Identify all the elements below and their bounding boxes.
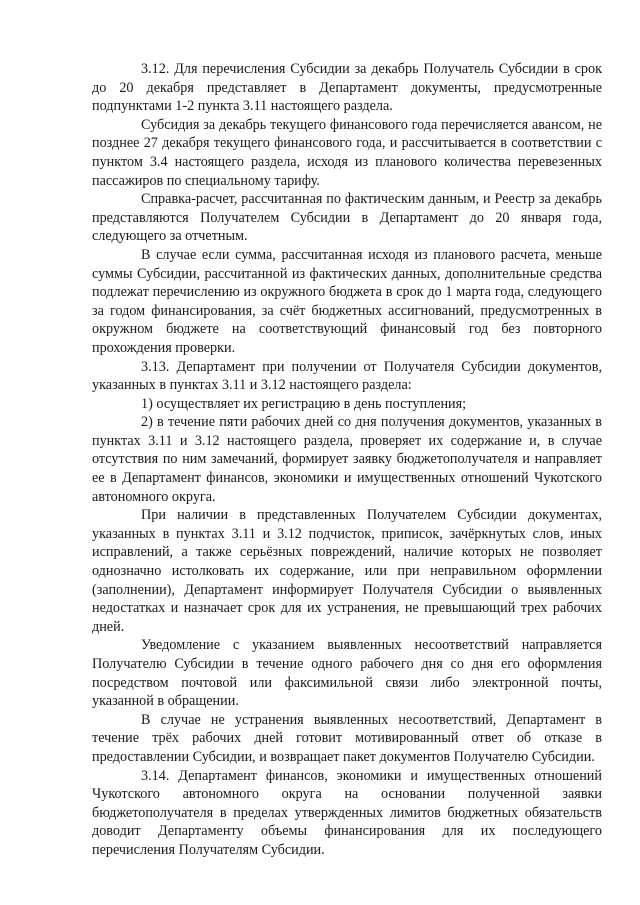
paragraph-reference-calculation: Справка-расчет, рассчитанная по фактическим данным, и Реестр за декабрь представляются Получателем Субсидии в Департамент до 20 января года, следующего за отчетным. [92, 191, 602, 245]
list-item-2: 2) в течение пяти рабочих дней со дня получения документов, указанных в пунктах 3.11 и 3.12 настоящего раздела, проверяет их содержание и, в случае отсутствия по ним замечаний, формирует заявку бюджетополучателя и направляет ее в Департамент финансов, экономики и имущественных отношений Чукотского автономного округа. [92, 414, 602, 505]
paragraph-refusal: В случае не устранения выявленных несоответствий, Департамент в течение трёх рабочих дней готовит мотивированный ответ об отказе в предоставлении Субсидии, и возвращает пакет документов Получателю Субсидии. [92, 711, 602, 765]
paragraph-document-defects: При наличии в представленных Получателем Субсидии документах, указанных в пунктах 3.11 и 3.12 подчисток, приписок, зачёркнутых слов, иных исправлений, а также серьёзных повреждений, наличие которых не позволяет однозначно истолковать их содержание, или при неправильном оформлении (заполнении), Департамент информирует Получателя Субсидии о выявленных недостатках и назначает срок для их устранения, не превышающий трех рабочих дней. [92, 507, 602, 635]
paragraph-additional-funds: В случае если сумма, рассчитанная исходя из планового расчета, меньше суммы Субсидии, рассчитанной из фактических данных, дополнительные средства подлежат перечислению из окружного бюджета в срок до 1 марта года, следующего за годом финансирования, за счёт бюджетных ассигнований, предусмотренных в окружном бюджете на соответствующий финансовый год без повторного прохождения проверки. [92, 246, 602, 356]
paragraph-3-12: 3.12. Для перечисления Субсидии за декабрь Получатель Субсидии в срок до 20 декабря представляет в Департамент документы, предусмотренные подпунктами 1-2 пункта 3.11 настоящего раздела. [92, 61, 602, 115]
document-page [92, 60, 602, 860]
list-item-1: 1) осуществляет их регистрацию в день поступления; [141, 395, 467, 412]
paragraph-3-14: 3.14. Департамент финансов, экономики и имущественных отношений Чукотского автономного округа на основании полученной заявки бюджетополучателя в пределах утвержденных лимитов бюджетных обязательств доводит Департаменту объемы финансирования для их последующего перечисления Получателям Субсидии. [92, 767, 602, 858]
paragraph-notification: Уведомление с указанием выявленных несоответствий направляется Получателю Субсидии в течение одного рабочего дня со дня его оформления посредством почтовой или факсимильной связи либо электронной почты, указанной в обращении. [92, 637, 602, 710]
paragraph-3-13: 3.13. Департамент при получении от Получателя Субсидии документов, указанных в пунктах 3.11 и 3.12 настоящего раздела: [92, 358, 602, 394]
paragraph-december-advance: Субсидия за декабрь текущего финансового года перечисляется авансом, не позднее 27 декабря текущего финансового года, и рассчитывается в соответствии с пунктом 3.4 настоящего раздела, исходя из планового количества перевезенных пассажиров по специальному тарифу. [92, 116, 602, 189]
